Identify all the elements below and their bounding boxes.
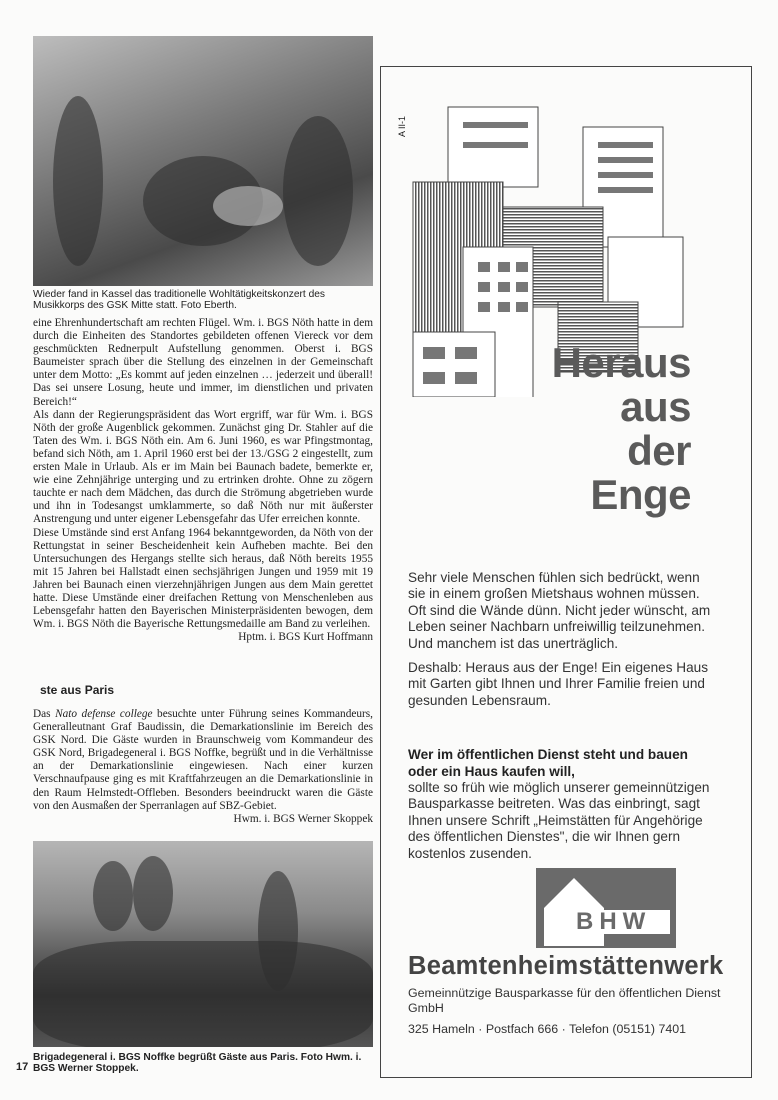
ad-headline xyxy=(552,341,691,517)
ad-body xyxy=(408,570,720,862)
author-signature: Hwm. i. BGS Werner Skoppek xyxy=(233,812,373,825)
photo1-caption: Wieder fand in Kassel das traditionelle Wohltätigkeitskonzert des Musikkorps des GSK Mitte statt. Foto Eberth. xyxy=(33,289,326,311)
ad-bold-lead: Wer im öffentlichen Dienst steht und bauen oder ein Haus kaufen will, xyxy=(408,747,688,779)
logo-text: BHW xyxy=(576,908,652,935)
headline-line: der xyxy=(627,427,691,474)
text: besuchte unter Führung seines Kommandeurs, Generalleutnant Graf Baudissin, die Demarkationslinie im Bereich des GSK Nord. Die Gäste wurden in Braunschweig vom Kommandeur des GSK Nord, Brigadegeneral i. BGS Noffke, begrüßt und in die Verhältnisse an der Demarkationslinie eingewiesen. Nach einer kurzen Verschnaufpause ging es mit Kraftfahrzeugen an die Demarkationslinie in den Raum Helmstedt-Offleben. Besonders beeindruckt waren die Gäste von den Ausmaßen der Sperranlagen auf SBZ-Gebiet. xyxy=(33,708,373,812)
paragraph: Als dann der Regierungspräsident das Wort ergriff, war für Wm. i. BGS Nöth der große Augenblick gekommen. Zunächst ging Dr. Stahler auf die Taten des Wm. i. BGS Nöth ein. Am 6. Juni 1960, es war Pfingstmontag, befand sich Nöth, am 1. April 1960 erst bei der 13./GSG 2 eingestellt, zum ersten Male in Urlaub. Als er im Main bei Baunach badete, bemerkte er, wie eine Zehnjährige unterging und zu ertrinken drohte. Ohne zu zögern tauchte er nach dem Mädchen, das durch die Strömung abgetrieben wurde und ihn in Todesangst umklammerte, so daß Nöth nur mit äußerster Anstrengung und unter eigener Lebensgefahr das Ufer erreichen konnte. xyxy=(33,408,373,526)
article2-body xyxy=(33,708,373,826)
college-name: Nato defense college xyxy=(55,708,153,720)
headline-line: Heraus xyxy=(551,339,691,386)
concert-photo xyxy=(33,36,373,286)
company-name: Beamtenheimstättenwerk xyxy=(408,952,724,980)
bhw-logo xyxy=(536,868,676,948)
author-signature: Hptm. i. BGS Kurt Hoffmann xyxy=(238,631,373,644)
paragraph: eine Ehrenhundertschaft am rechten Flügel. Wm. i. BGS Nöth hatte in dem durch die Einheiten des Standortes gebildeten offenen Viereck vor dem geschmückten Rednerpult Aufstellung genommen. Oberst i. BGS Baumeister sprach über die Stellung des einzelnen in der Gemeinschaft unter dem Motto: „Es kommt auf jeden einzelnen … jederzeit und überall! Das sei unsere Losung, heute und immer, im dienstlichen und privaten Bereich!“ xyxy=(33,317,373,408)
headline-line: aus xyxy=(620,383,691,430)
ad-paragraph: Deshalb: Heraus aus der Enge! Ein eigenes Haus mit Garten gibt Ihnen und Ihrer Familie freien und gesunden Lebensraum. xyxy=(408,660,708,708)
paragraph: Diese Umstände sind erst Anfang 1964 bekanntgeworden, da Nöth von der Rettungstat in seiner Bescheidenheit kein Aufheben machte. Bei den Untersuchungen des Hergangs stellte sich heraus, daß Nöth bereits 1955 mit 15 Jahren bei Hallstadt einen sechsjährigen Jungen und 1959 mit 19 Jahren bei Baunach einen vierzehnjährigen Jungen aus dem Main gerettet hatte. Diese Umstände einer dreifachen Rettung von Menschenleben aus Lebensgefahr hatten den Bayerischen Ministerpräsidenten bewogen, dem Wm. i. BGS Nöth die Bayerische Rettungsmedaille am Band zu verleihen. xyxy=(33,526,373,631)
text: Das xyxy=(33,708,56,720)
company-subtitle: Gemeinnützige Bausparkasse für den öffentlichen Dienst GmbH xyxy=(408,986,721,1015)
company-address: 325 Hameln · Postfach 666 · Telefon (05151) 7401 xyxy=(408,1022,687,1036)
page-number: 17 xyxy=(16,1061,29,1073)
ad-paragraph: Sehr viele Menschen fühlen sich bedrückt, wenn sie in einem großen Mietshaus wohnen müssen. Oft sind die Wände dünn. Nicht jeder wünscht, am Leben seiner Nachbarn unfreiwillig teilzunehmen. Und manchem ist das unerträglich. xyxy=(408,570,711,651)
ad-code: A II-1 xyxy=(397,115,407,137)
article1-body xyxy=(33,317,373,644)
paris-guests-photo xyxy=(33,841,373,1047)
photo2-caption: Brigadegeneral i. BGS Noffke begrüßt Gäste aus Paris. Foto Hwm. i. BGS Werner Stoppek. xyxy=(33,1052,362,1074)
headline-line: Enge xyxy=(590,471,691,518)
article2-heading: ste aus Paris xyxy=(40,683,115,697)
bhw-advertisement xyxy=(380,66,752,1078)
ad-paragraph: sollte so früh wie möglich unserer gemeinnützigen Bausparkasse beitreten. Was das einbringt, sagt Ihnen unsere Schrift „Heimstätten für Angehörige des öffentlichen Dienstes", die wir Ihnen gern kostenlos zusenden. xyxy=(408,780,710,861)
